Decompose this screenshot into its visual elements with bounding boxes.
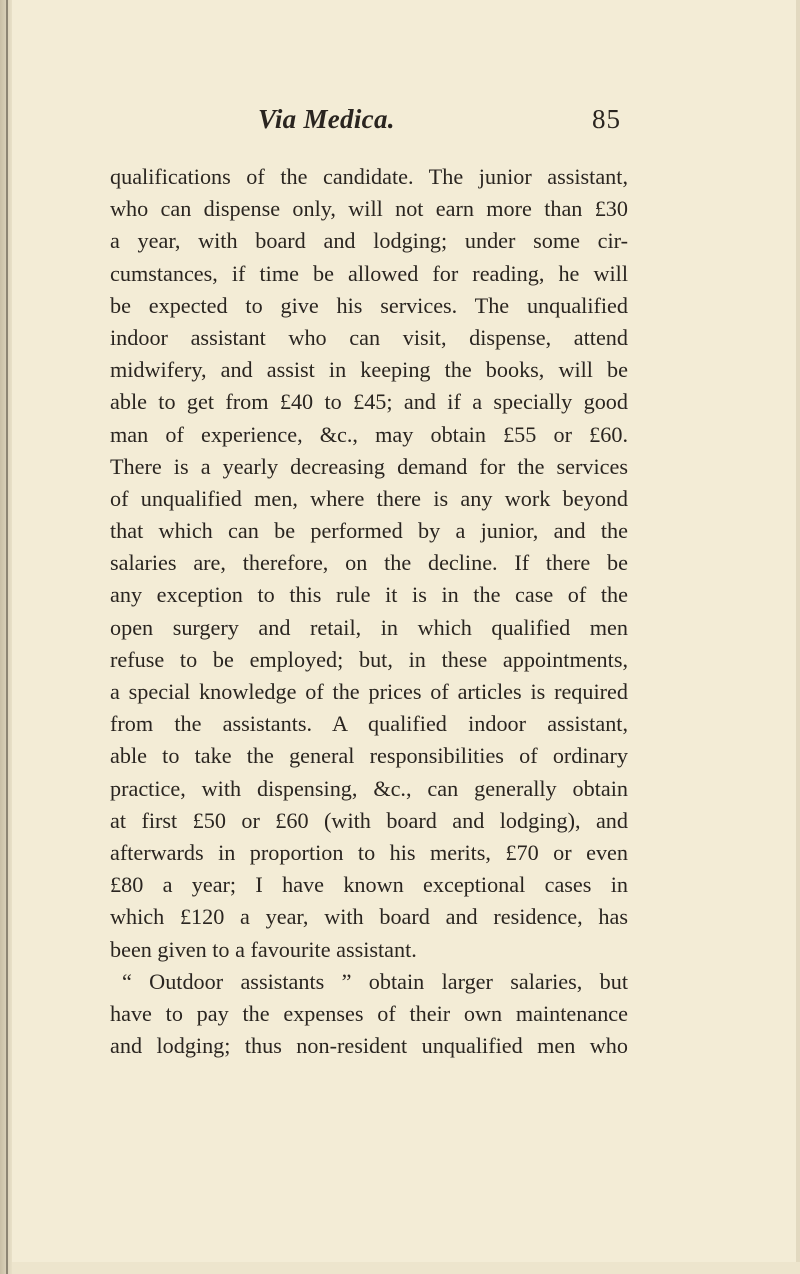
text-line: cumstances, if time be allowed for reading, he will [110, 260, 628, 286]
text-line: have to pay the expenses of their own maintenance [110, 1000, 628, 1026]
text-line: a special knowledge of the prices of articles is required [110, 679, 628, 704]
text-line: “ Outdoor assistants ” obtain larger salaries, but [122, 968, 628, 994]
page-edge [796, 0, 800, 1274]
text-line: able to take the general responsibilities of ordinary [110, 743, 628, 769]
text-line: a year, with board and lodging; under some cir- [110, 228, 628, 254]
text-line: refuse to be employed; but, in these appointments, [110, 646, 628, 672]
text-line: and lodging; thus non-resident unqualified men who [110, 1033, 628, 1059]
text-line: qualifications of the candidate. The junior assistant, [110, 164, 628, 189]
text-line: that which can be performed by a junior, and the [110, 518, 628, 544]
gutter-line [6, 0, 8, 1274]
running-title: Via Medica. [258, 104, 395, 134]
text-line: indoor assistant who can visit, dispense, attend [110, 324, 628, 350]
text-line: practice, with dispensing, &c., can generally obtain [110, 775, 628, 801]
page-header [0, 102, 800, 142]
text-line: £80 a year; I have known exceptional cases in [110, 872, 628, 898]
text-line: be expected to give his services. The unqualified [110, 292, 628, 318]
text-line: been given to a favourite assistant. [110, 936, 417, 962]
text-line: who can dispense only, will not earn more than £30 [110, 196, 628, 222]
text-line: open surgery and retail, in which qualified men [110, 614, 628, 640]
text-line: man of experience, &c., may obtain £55 or £60. [110, 421, 628, 447]
text-line: able to get from £40 to £45; and if a specially good [110, 389, 628, 415]
text-line: from the assistants. A qualified indoor assistant, [110, 711, 628, 737]
text-line: any exception to this rule it is in the case of the [110, 582, 628, 608]
page-bottom-margin [12, 1262, 800, 1274]
text-line: salaries are, therefore, on the decline. If there be [110, 550, 628, 576]
page-number: 85 [592, 104, 621, 134]
body-text [110, 161, 628, 1062]
text-line: midwifery, and assist in keeping the books, will be [110, 357, 628, 383]
text-line: afterwards in proportion to his merits, £70 or even [110, 839, 628, 865]
text-line: of unqualified men, where there is any work beyond [110, 485, 628, 511]
text-line: at first £50 or £60 (with board and lodging), and [110, 807, 628, 833]
text-line: There is a yearly decreasing demand for the services [110, 453, 628, 479]
text-line: which £120 a year, with board and residence, has [110, 904, 628, 930]
